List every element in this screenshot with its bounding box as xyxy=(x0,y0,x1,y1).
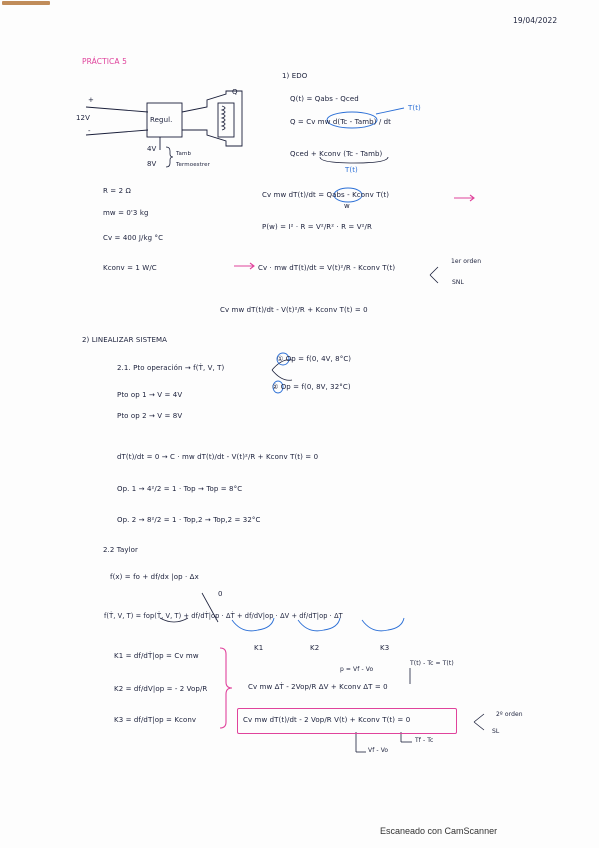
edo-line-2: Q = Cv mw d(Tc - Tamb) / dt xyxy=(290,118,392,126)
section2-op1: ① Op = f(0, 4V, 8°C) xyxy=(277,355,352,363)
edo-line-7: Cv mw dT(t)/dt - V(t)²/R + Kconv T(t) = 0 xyxy=(220,306,368,314)
k-label-2: K2 xyxy=(310,644,320,652)
section2-pto1: Pto op 1 → V = 4V xyxy=(117,391,183,399)
edo-annotation-t2: T(t) xyxy=(345,166,358,174)
taylor-linear: Cv mw ΔṪ - 2Vop/R ΔV + Kconv ΔT = 0 xyxy=(248,683,388,691)
input-8v: 8V xyxy=(147,160,157,168)
section2-heading: 2) LINEALIZAR SISTEMA xyxy=(82,336,168,344)
edo-annotation-t: T(t) xyxy=(408,104,421,112)
section2-op-a: Op. 1 → 4²/2 = 1 · Top → Top = 8°C xyxy=(117,485,243,493)
taylor-k1: K1 = df/dṪ|op = Cv mw xyxy=(114,652,199,660)
section2-op-b: Op. 2 → 8²/2 = 1 · Top,2 → Top,2 = 32°C xyxy=(117,516,261,524)
edo-annotation-order: 1er orden xyxy=(451,258,482,265)
k-label-1: K1 xyxy=(254,644,264,652)
param-kconv: Kconv = 1 W/C xyxy=(103,264,157,272)
taylor-below-final-1: Vf - Vo xyxy=(368,747,389,754)
edo-line-3: Qced + Kconv (Tc - Tamb) xyxy=(290,150,383,158)
date: 19/04/2022 xyxy=(513,16,558,25)
taylor-expansion: f(Ṫ, V, T) = fop(Ṫ, V, T) + df/dṪ|op · ΔṪ + df/dV|op · ΔV + df/dT|op · ΔT xyxy=(104,612,343,620)
section2-sub1: 2.1. Pto operación → f(Ṫ, V, T) xyxy=(117,364,225,372)
taylor-order: 2º orden xyxy=(496,711,523,718)
edo-annotation-snl: SNL xyxy=(452,279,464,286)
taylor-k2: K2 = df/dV|op = - 2 Vop/R xyxy=(114,685,208,693)
taylor-below-final-2: Tf - Tc xyxy=(415,737,434,744)
taylor-zero: 0 xyxy=(218,590,223,598)
edo-line-1: Q(t) = Qabs - Qced xyxy=(290,95,359,103)
regulator-label: Regul. xyxy=(150,116,173,124)
scanner-watermark: Escaneado con CamScanner xyxy=(380,826,498,836)
taylor-above-linear-2: T(t) - Tc = T(t) xyxy=(410,660,454,667)
k-label-3: K3 xyxy=(380,644,390,652)
input-4v: 4V xyxy=(147,145,157,153)
param-mw: mw = 0'3 kg xyxy=(103,209,149,217)
page-title: PRÁCTICA 5 xyxy=(82,57,127,66)
section2-eq-zero: dT(t)/dt = 0 → C · mw dT(t)/dt - V(t)²/R + Kconv T(t) = 0 xyxy=(117,453,319,461)
param-r: R = 2 Ω xyxy=(103,187,131,195)
node-label: Q xyxy=(232,88,238,96)
taylor-heading: 2.2 Taylor xyxy=(103,546,139,554)
brace-label-termo: Termoestrer xyxy=(176,162,210,168)
edo-line-4: Cv mw dT(t)/dt = Qabs - Kconv T(t) xyxy=(262,191,390,199)
circuit-minus: - xyxy=(88,127,91,135)
taylor-k3: K3 = df/dT|op = Kconv xyxy=(114,716,197,724)
taylor-class: SL xyxy=(492,728,500,735)
taylor-series: f(x) = fo + df/dx |op · Δx xyxy=(110,573,199,581)
brace-label-tamb: Tamb xyxy=(176,151,192,157)
taylor-final: Cv mw dT(t)/dt - 2 Vop/R V(t) + Kconv T(t) = 0 xyxy=(243,716,411,724)
edo-annotation-w: w xyxy=(344,202,350,210)
edo-line-5: P(w) = I² · R = V²/R² · R = V²/R xyxy=(262,223,372,231)
section2-pto2: Pto op 2 → V = 8V xyxy=(117,412,183,420)
edo-heading: 1) EDO xyxy=(282,72,308,80)
circuit-plus: + xyxy=(88,96,94,104)
circuit-voltage: 12V xyxy=(76,114,90,122)
taylor-above-linear-1: p = Vf - Vo xyxy=(340,666,374,673)
edo-line-6: Cv · mw dT(t)/dt = V(t)²/R - Kconv T(t) xyxy=(258,264,396,272)
section2-op2: ② Op = f(0, 8V, 32°C) xyxy=(272,383,351,391)
param-cv: Cv = 400 J/kg °C xyxy=(103,234,164,242)
